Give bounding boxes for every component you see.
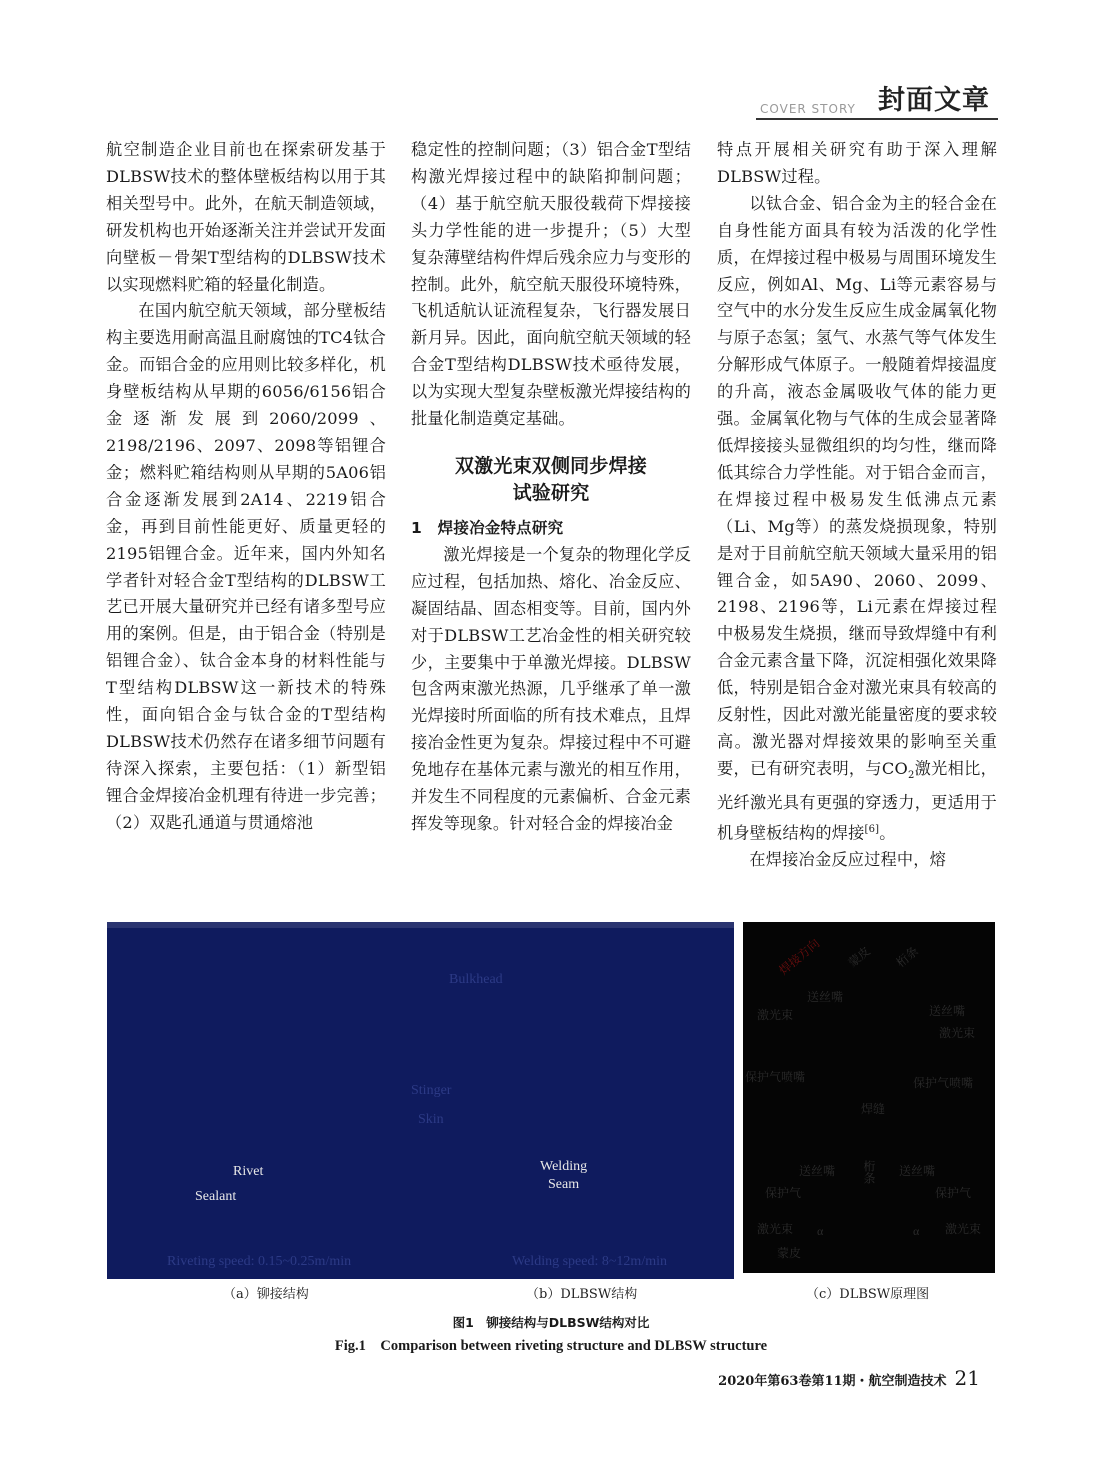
label-direction: 焊接方向 [776,936,823,978]
subcaption-b: （b）DLBSW结构 [526,1287,638,1302]
paragraph: 航空制造企业目前也在探索研发基于DLBSW技术的整体壁板结构以用于其相关型号中。此外，在航天制造领域，研发机构也开始逐渐关注并尝试开发面向壁板－骨架T型结构的DLBSW技术以实现燃料贮箱的轻量化制造。 [106,140,386,294]
text-column-3 [717,137,997,874]
label-alpha: α [913,1224,920,1238]
figure-caption-zh: 图1 铆接结构与DLBSW结构对比 [452,1315,650,1330]
paragraph-text: 激光相比，光纤激光具有更强的穿透力，更适用于机身壁板结构的焊接 [717,758,998,843]
label-wire-nozzle: 送丝嘴 [799,1164,836,1178]
label-stringer: 桁条 [893,943,922,970]
figure-panel-riveting-dlbsw [107,922,734,1279]
section-title-line1: 双激光束双侧同步焊接 [454,454,647,477]
subcaption-c: （c）DLBSW原理图 [806,1287,930,1302]
paragraph: 在焊接冶金反应过程中，熔 [749,850,947,870]
label-laser: 激光束 [939,1026,976,1040]
header-en: COVER STORY [760,102,856,116]
header-rule [756,118,998,120]
label-seam: Seam [548,1177,580,1192]
paragraph: 在国内航空航天领域，部分壁板结构主要选用耐高温且耐腐蚀的TC4钛合金。而铝合金的应用则比较多样化，机身壁板结构从早期的6056/6156铝合金逐渐发展到2060/2099、2198/2196、2097、2098等铝锂合金；燃料贮箱结构则从早期的5A06铝合金逐渐发展到2A14、2219铝合金，再到目前性能更好、质量更轻的2195铝锂合金。近年来，国内外知名学者针对轻合金T型结构的DLBSW工艺已开展大量研究并已经有诸多型号应用的案例。但是，由于铝合金（特别是铝锂合金）、钛合金本身的材料性能与T型结构DLBSW这一新技术的特殊性，面向铝合金与钛合金的T型结构DLBSW技术仍然存在诸多细节问题有待深入探索，主要包括：（1）新型铝锂合金焊接冶金机理有待进一步完善；（2）双匙孔通道与贯通熔池 [106,301,386,832]
label-wire-nozzle: 送丝嘴 [929,1004,966,1018]
label-laser: 激光束 [945,1222,982,1236]
label-welding-speed: Welding speed: 8~12m/min [512,1254,667,1269]
page-footer [718,1366,980,1390]
label-welding: Welding [540,1159,588,1174]
text-column-1 [106,137,386,837]
label-gas-nozzle: 保护气喷嘴 [913,1076,974,1090]
label-laser: 激光束 [757,1008,794,1022]
subcaption-a: （a）铆接结构 [223,1287,309,1302]
paragraph: 特点开展相关研究有助于深入理解DLBSW过程。 [717,140,997,186]
label-shield-gas: 保护气 [935,1186,972,1200]
label-wire-nozzle: 送丝嘴 [899,1164,936,1178]
subscript: 2 [907,770,915,782]
cover-story-header [756,78,998,120]
figure-caption-en: Fig.1 Comparison between riveting structure and DLBSW structure [334,1338,768,1354]
paragraph: 激光焊接是一个复杂的物理化学反应过程，包括加热、熔化、冶金反应、凝固结晶、固态相变等。目前，国内外对于DLBSW工艺冶金性的相关研究较少，主要集中于单激光焊接。DLBSW包含两束激光热源，几乎继承了单一激光焊接时所面临的所有技术难点，且焊接冶金性更为复杂。焊接过程中不可避免地存在基体元素与激光的相互作用，并发生不同程度的元素偏析、合金元素挥发等现象。针对轻合金的焊接冶金 [411,544,691,833]
label-gas-nozzle: 保护气喷嘴 [745,1070,806,1084]
label-skin: Skin [418,1112,444,1127]
label-bulkhead: Bulkhead [449,972,503,987]
subsection-title: 1 焊接冶金特点研究 [411,518,564,537]
section-title [411,453,691,507]
page-number: 21 [954,1366,980,1390]
header-zh: 封面文章 [878,85,990,116]
paragraph-text: 。 [879,823,896,843]
label-skin-bottom: 蒙皮 [777,1246,802,1260]
label-alpha: α [817,1224,824,1238]
reference-mark: [6] [864,823,880,835]
journal-info: 2020年第63卷第11期・航空制造技术 [718,1374,947,1389]
paragraph [717,191,997,847]
label-seam: 焊缝 [861,1102,886,1116]
label-stringer-mid: 桁条 [862,1160,876,1184]
paragraph: 稳定性的控制问题；（3）铝合金T型结构激光焊接过程中的缺陷抑制问题；（4）基于航空航天服役载荷下焊接接头力学性能的进一步提升；（5）大型复杂薄壁结构件焊后残余应力与变形的控制。此外，航空航天服役环境特殊，飞机适航认证流程复杂，飞行器发展日新月异。因此，面向航空航天领域的轻合金T型结构DLBSW技术亟待发展，以为实现大型复杂壁板激光焊接结构的批量化制造奠定基础。 [411,140,691,429]
label-stinger: Stinger [411,1083,452,1098]
label-shield-gas: 保护气 [765,1186,802,1200]
label-laser: 激光束 [757,1222,794,1236]
label-skin-top: 蒙皮 [845,943,874,970]
text-column-2 [411,137,691,838]
label-wire-nozzle: 送丝嘴 [807,990,844,1004]
paragraph-text: 以钛合金、铝合金为主的轻合金在自身性能方面具有较为活泼的化学性质，在焊接过程中极易与周围环境发生反应，例如Al、Mg、Li等元素容易与空气中的水分发生反应生成金属氧化物与原子态氢；氢气、水蒸气等气体发生分解形成气体原子。一般随着焊接温度的升高，液态金属吸收气体的能力更强。金属氧化物与气体的生成会显著降低焊接接头显微组织的均匀性，继而降低其综合力学性能。对于铝合金而言，在焊接过程中极易发生低沸点元素（Li、Mg等）的蒸发烧损现象，特别是对于目前航空航天领域大量采用的铝锂合金，如5A90、2060、2099、2198、2196等，Li元素在焊接过程中极易发生烧损，继而导致焊缝中有利合金元素含量下降，沉淀相强化效果降低，特别是铝合金对激光束具有较高的反射性，因此对激光能量密度的要求较高。激光器对焊接效果的影响至关重要，已有研究表明，与CO [717,193,997,778]
label-riveting-speed: Riveting speed: 0.15~0.25m/min [167,1254,352,1269]
label-sealant: Sealant [195,1189,237,1204]
figure-panel-dlbsw-principle [743,922,995,1273]
section-title-line2: 试验研究 [512,481,590,504]
label-rivet: Rivet [233,1164,264,1179]
